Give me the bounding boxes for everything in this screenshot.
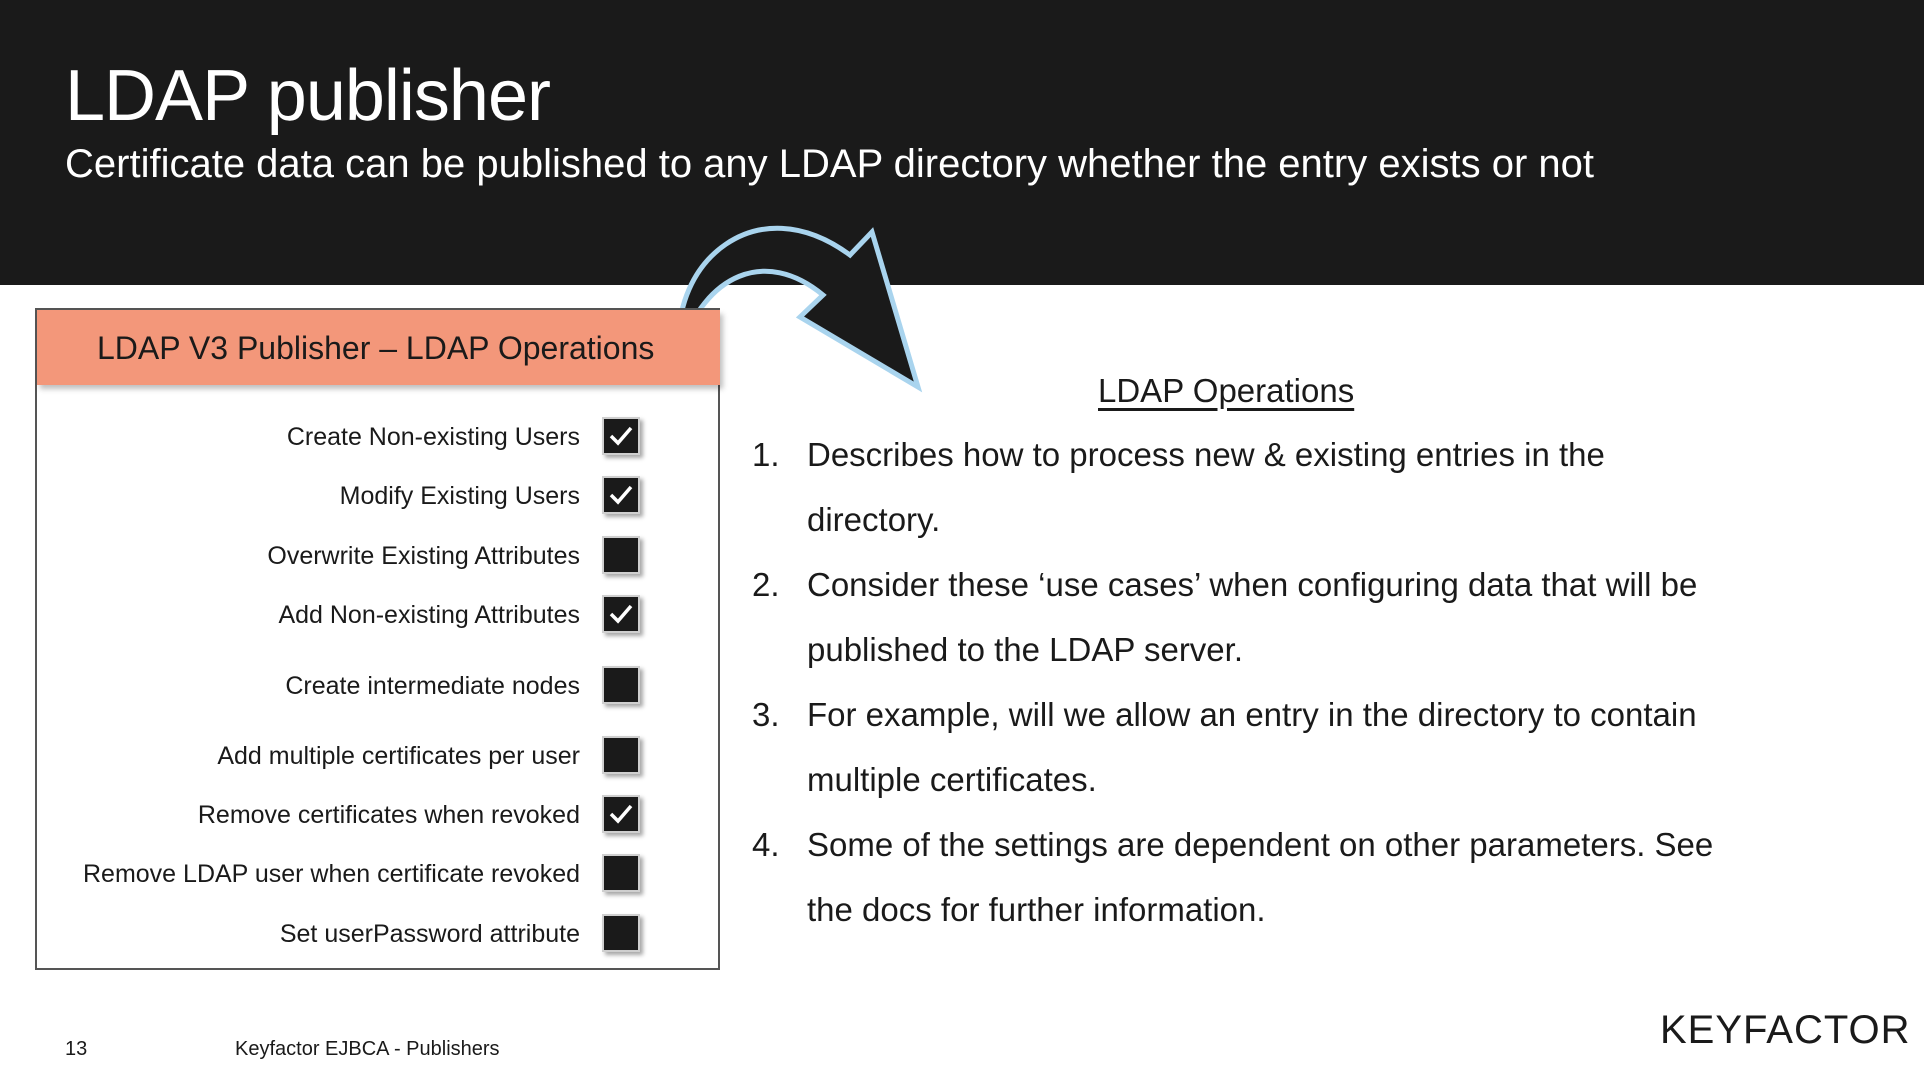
list-number: 1.: [752, 436, 780, 473]
operations-title: LDAP Operations: [1098, 372, 1355, 409]
option-add-multiple-certificates: [37, 732, 720, 782]
option-add-non-existing-attributes: [37, 591, 720, 641]
slide-title: LDAP publisher: [65, 56, 550, 136]
option-label: Remove LDAP user when certificate revoked: [83, 860, 580, 888]
list-number: 4.: [752, 826, 780, 863]
list-text: Consider these ‘use cases’ when configuring data that will be published to the LDAP server.: [807, 566, 1698, 668]
option-label: Add Non-existing Attributes: [278, 601, 580, 629]
ldap-operations-panel: [35, 308, 720, 970]
panel-header-label: LDAP V3 Publisher – LDAP Operations: [97, 330, 655, 366]
checkmark-icon: [607, 481, 635, 509]
option-remove-ldap-user: [37, 850, 720, 900]
checkmark-icon: [607, 600, 635, 628]
option-label: Set userPassword attribute: [279, 920, 580, 948]
option-checkbox[interactable]: [602, 536, 640, 574]
checkmark-icon: [607, 800, 635, 828]
option-checkbox[interactable]: [602, 595, 640, 633]
option-overwrite-existing-attributes: [37, 532, 720, 582]
option-checkbox[interactable]: [602, 736, 640, 774]
slide-subtitle: Certificate data can be published to any LDAP directory whether the entry exists or not: [65, 142, 1594, 186]
option-label: Remove certificates when revoked: [197, 801, 580, 829]
option-label: Modify Existing Users: [339, 482, 580, 510]
option-set-userpassword: [37, 910, 720, 960]
option-remove-certificates-when-revoked: [37, 791, 720, 841]
option-modify-existing-users: [37, 472, 720, 522]
option-label: Create Non-existing Users: [286, 423, 580, 451]
list-text: Some of the settings are dependent on other parameters. See the docs for further information.: [807, 826, 1714, 928]
option-create-non-existing-users: [37, 413, 720, 463]
option-checkbox[interactable]: [602, 914, 640, 952]
option-label: Create intermediate nodes: [285, 672, 580, 700]
list-number: 2.: [752, 566, 780, 603]
page-number: 13: [65, 1038, 88, 1060]
panel-header: [37, 310, 720, 385]
footer-deck-title: Keyfactor EJBCA - Publishers: [235, 1038, 500, 1060]
option-label: Overwrite Existing Attributes: [267, 542, 580, 570]
option-checkbox[interactable]: [602, 476, 640, 514]
option-checkbox[interactable]: [602, 417, 640, 455]
option-checkbox[interactable]: [602, 666, 640, 704]
list-text: For example, will we allow an entry in the directory to contain multiple certificates.: [807, 696, 1697, 798]
keyfactor-logo: KEYFACTOR: [1660, 1008, 1911, 1052]
option-checkbox[interactable]: [602, 854, 640, 892]
list-text: Describes how to process new & existing entries in the directory.: [807, 436, 1605, 538]
option-checkbox[interactable]: [602, 795, 640, 833]
option-create-intermediate-nodes: [37, 662, 720, 712]
checkmark-icon: [607, 422, 635, 450]
option-label: Add multiple certificates per user: [217, 742, 580, 770]
list-number: 3.: [752, 696, 780, 733]
